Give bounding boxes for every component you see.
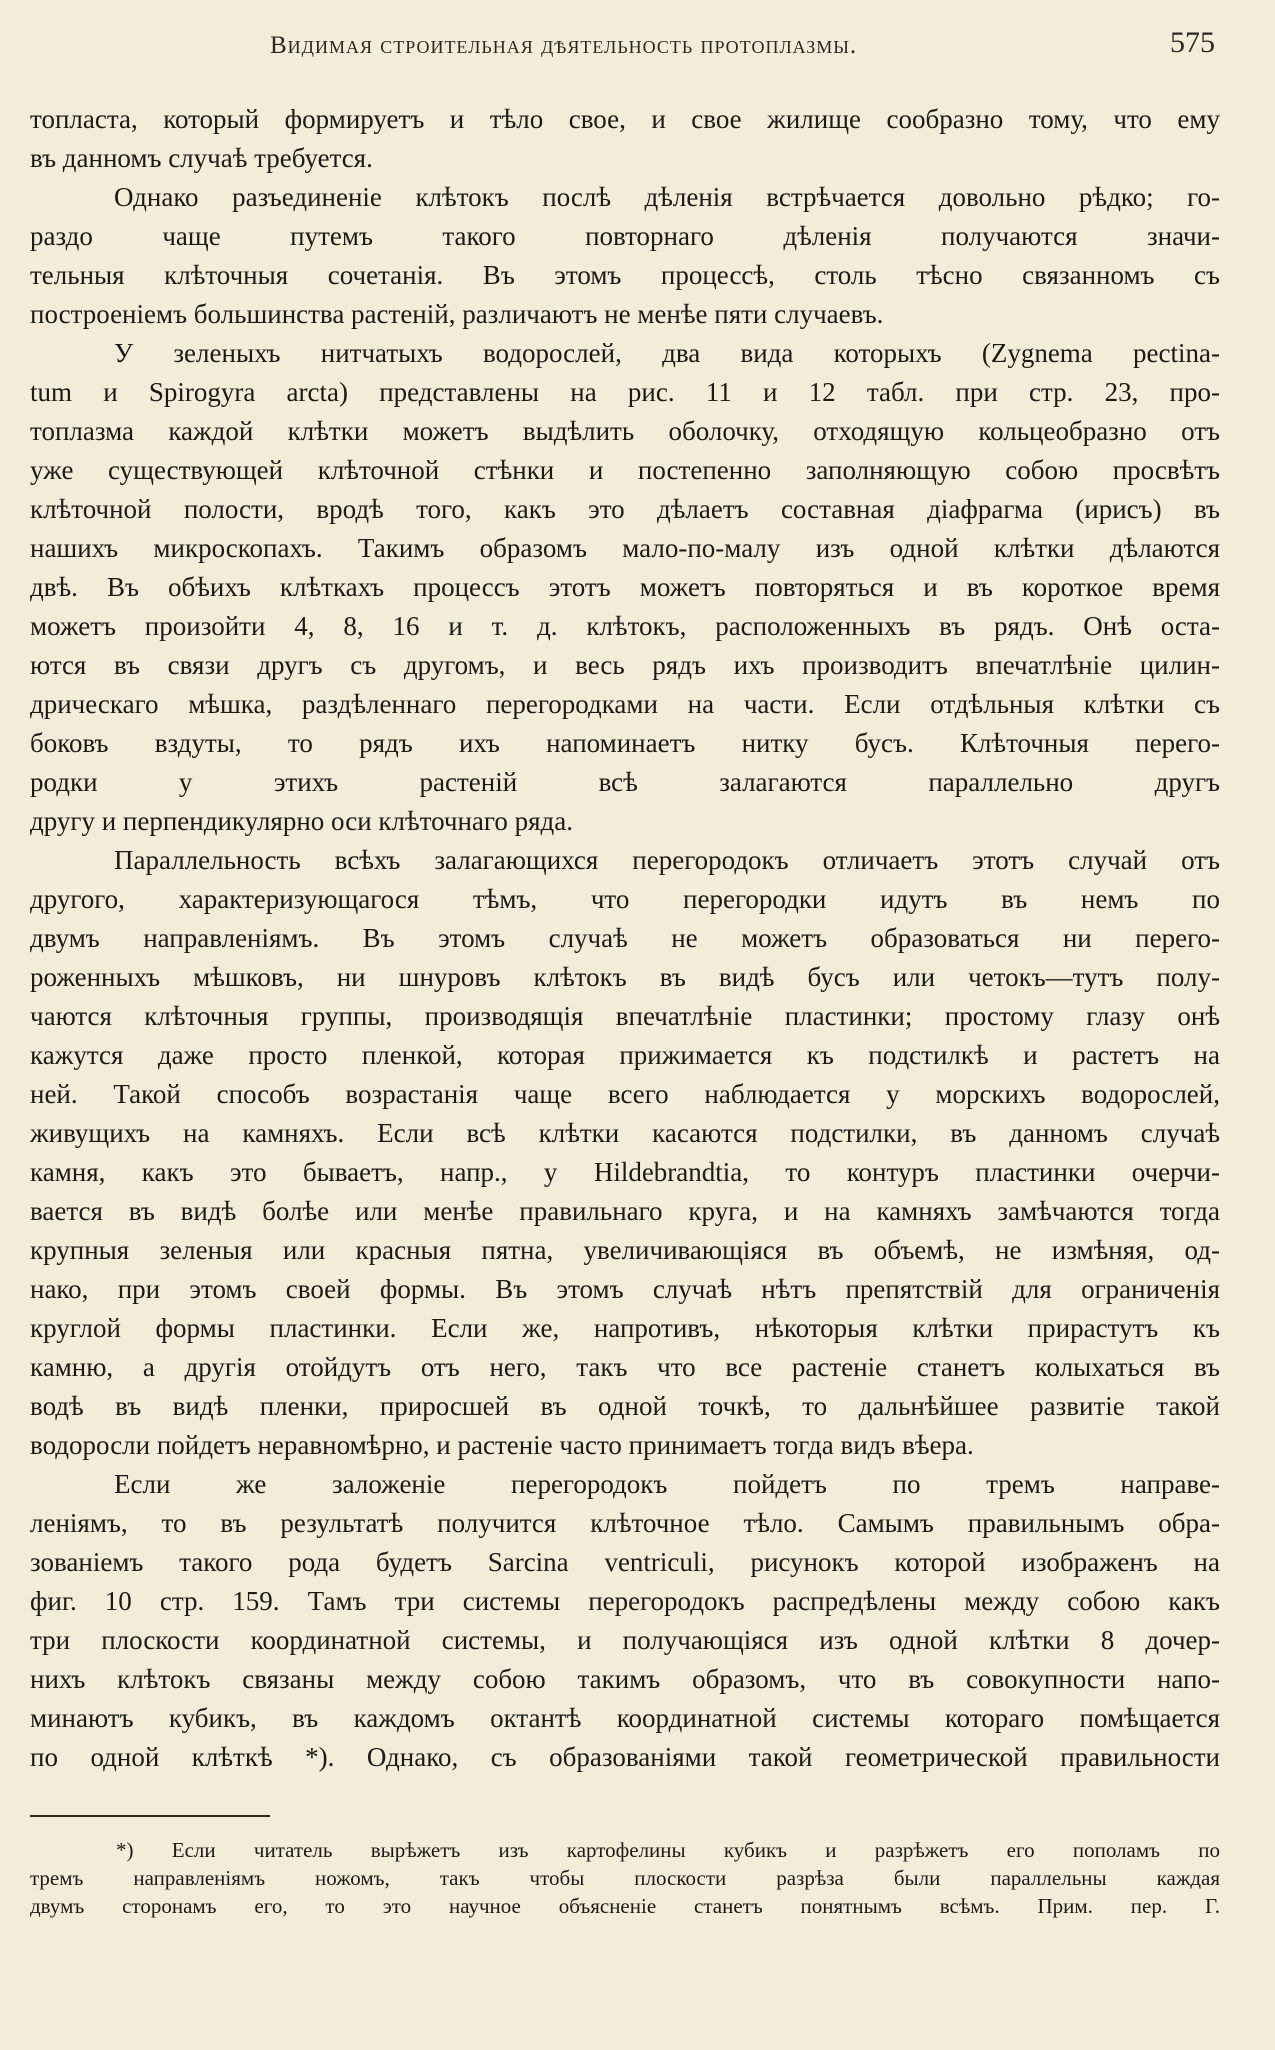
text-line: живущихъ на камняхъ. Если всѣ клѣтки касаются подстилки, въ данномъ случаѣ [30,1118,1220,1148]
text-line: въ данномъ случаѣ требуется. [30,143,373,173]
text-line: минаютъ кубикъ, въ каждомъ октантѣ координатной системы котораго помѣщается [30,1703,1220,1733]
footnote-line: тремъ направленіямъ ножомъ, такъ чтобы плоскости разрѣза были параллельны каждая [30,1866,1220,1890]
page-number: 575 [1170,26,1215,59]
text-line: построеніемъ большинства растеній, различаютъ не менѣе пяти случаевъ. [30,299,884,329]
text-line: зованіемъ такого рода будетъ Sarcina ventriculi, рисунокъ которой изображенъ на [30,1547,1220,1577]
text-line: чаются клѣточныя группы, производящія впечатлѣніе пластинки; простому глазу онѣ [30,1001,1220,1031]
footnote [30,1836,1220,1920]
text-line: роженныхъ мѣшковъ, ни шнуровъ клѣтокъ въ видѣ бусъ или четокъ—тутъ полу- [30,962,1220,992]
footnote-line: *) Если читатель вырѣжетъ изъ картофелины кубикъ и разрѣжетъ его пополамъ по [116,1838,1220,1862]
text-line: круглой формы пластинки. Если же, напротивъ, нѣкоторыя клѣтки прирастутъ къ [30,1313,1220,1343]
text-line: можетъ произойти 4, 8, 16 и т. д. клѣтокъ, расположенныхъ въ рядъ. Онѣ оста- [30,611,1220,641]
text-line: ются въ связи другъ съ другомъ, и весь рядъ ихъ производитъ впечатлѣніе цилин- [30,650,1220,680]
text-line: дрическаго мѣшка, раздѣленнаго перегородками на части. Если отдѣльныя клѣтки съ [30,689,1220,719]
text-line: нихъ клѣтокъ связаны между собою такимъ образомъ, что въ совокупности напо- [30,1664,1220,1694]
text-line: три плоскости координатной системы, и получающіяся изъ одной клѣтки 8 дочер- [30,1625,1220,1655]
text-line: крупныя зеленыя или красныя пятна, увеличивающіяся въ объемѣ, не измѣняя, од- [30,1235,1220,1265]
text-line: топлазма каждой клѣтки можетъ выдѣлить оболочку, отходящую кольцеобразно отъ [30,416,1220,446]
text-line: У зеленыхъ нитчатыхъ водорослей, два вида которыхъ (Zygnema pectina- [114,338,1220,368]
text-line: нако, при этомъ своей формы. Въ этомъ случаѣ нѣтъ препятствій для ограниченія [30,1274,1220,1304]
text-line: Однако разъединеніе клѣтокъ послѣ дѣленія встрѣчается довольно рѣдко; го- [114,182,1220,212]
text-line: кажутся даже просто пленкой, которая прижимается къ подстилкѣ и растетъ на [30,1040,1220,1070]
text-line: уже существующей клѣточной стѣнки и постепенно заполняющую собою просвѣтъ [30,455,1220,485]
text-line: клѣточной полости, вродѣ того, какъ это дѣлаетъ составная діафрагма (ирисъ) въ [30,494,1220,524]
text-line: фиг. 10 стр. 159. Тамъ три системы перегородокъ распредѣлены между собою какъ [30,1586,1220,1616]
text-line: камню, а другія отойдутъ отъ него, такъ что все растеніе станетъ колыхаться въ [30,1352,1220,1382]
running-title: Видимая строительная дѣятельность протоплазмы. [270,32,858,59]
text-line: водѣ въ видѣ пленки, приросшей въ одной точкѣ, то дальнѣйшее развитіе такой [30,1391,1220,1421]
text-line: леніямъ, то въ результатѣ получится клѣточное тѣло. Самымъ правильнымъ обра- [30,1508,1220,1538]
footnote-divider [30,1815,270,1817]
text-line: tum и Spirogyra arcta) представлены на рис. 11 и 12 табл. при стр. 23, про- [30,377,1220,407]
text-line: боковъ вздуты, то рядъ ихъ напоминаетъ нитку бусъ. Клѣточныя перего- [30,728,1220,758]
text-line: вается въ видѣ болѣе или менѣе правильнаго круга, и на камняхъ замѣчаются тогда [30,1196,1220,1226]
text-line: родки у этихъ растеній всѣ залагаются параллельно другъ [30,767,1220,797]
text-line: тельныя клѣточныя сочетанія. Въ этомъ процессѣ, столь тѣсно связанномъ съ [30,260,1220,290]
body-text [30,100,1220,1777]
text-line: другого, характеризующагося тѣмъ, что перегородки идутъ въ немъ по [30,884,1220,914]
text-line: по одной клѣткѣ *). Однако, съ образованіями такой геометрической правильности [30,1742,1220,1772]
text-line: раздо чаще путемъ такого повторнаго дѣленія получаются значи- [30,221,1220,251]
text-line: топласта, который формируетъ и тѣло свое, и свое жилище сообразно тому, что ему [30,104,1220,134]
text-line: двѣ. Въ обѣихъ клѣткахъ процессъ этотъ можетъ повторяться и въ короткое время [30,572,1220,602]
text-line: Параллельность всѣхъ залагающихся перегородокъ отличаетъ этотъ случай отъ [114,845,1220,875]
text-line: двумъ направленіямъ. Въ этомъ случаѣ не можетъ образоваться ни перего- [30,923,1220,953]
text-line: Если же заложеніе перегородокъ пойдетъ по тремъ направе- [114,1469,1220,1499]
text-line: водоросли пойдетъ неравномѣрно, и растеніе часто принимаетъ тогда видъ вѣера. [30,1430,974,1460]
text-line: ней. Такой способъ возрастанія чаще всего наблюдается у морскихъ водорослей, [30,1079,1220,1109]
text-line: нашихъ микроскопахъ. Такимъ образомъ мало-по-малу изъ одной клѣтки дѣлаются [30,533,1220,563]
running-header [30,26,1215,70]
text-line: другу и перпендикулярно оси клѣточнаго ряда. [30,806,573,836]
text-line: камня, какъ это бываетъ, напр., у Hildebrandtia, то контуръ пластинки очерчи- [30,1157,1220,1187]
footnote-line: двумъ сторонамъ его, то это научное объясненіе станетъ понятнымъ всѣмъ. Прим. пер. Г. [30,1894,1220,1918]
